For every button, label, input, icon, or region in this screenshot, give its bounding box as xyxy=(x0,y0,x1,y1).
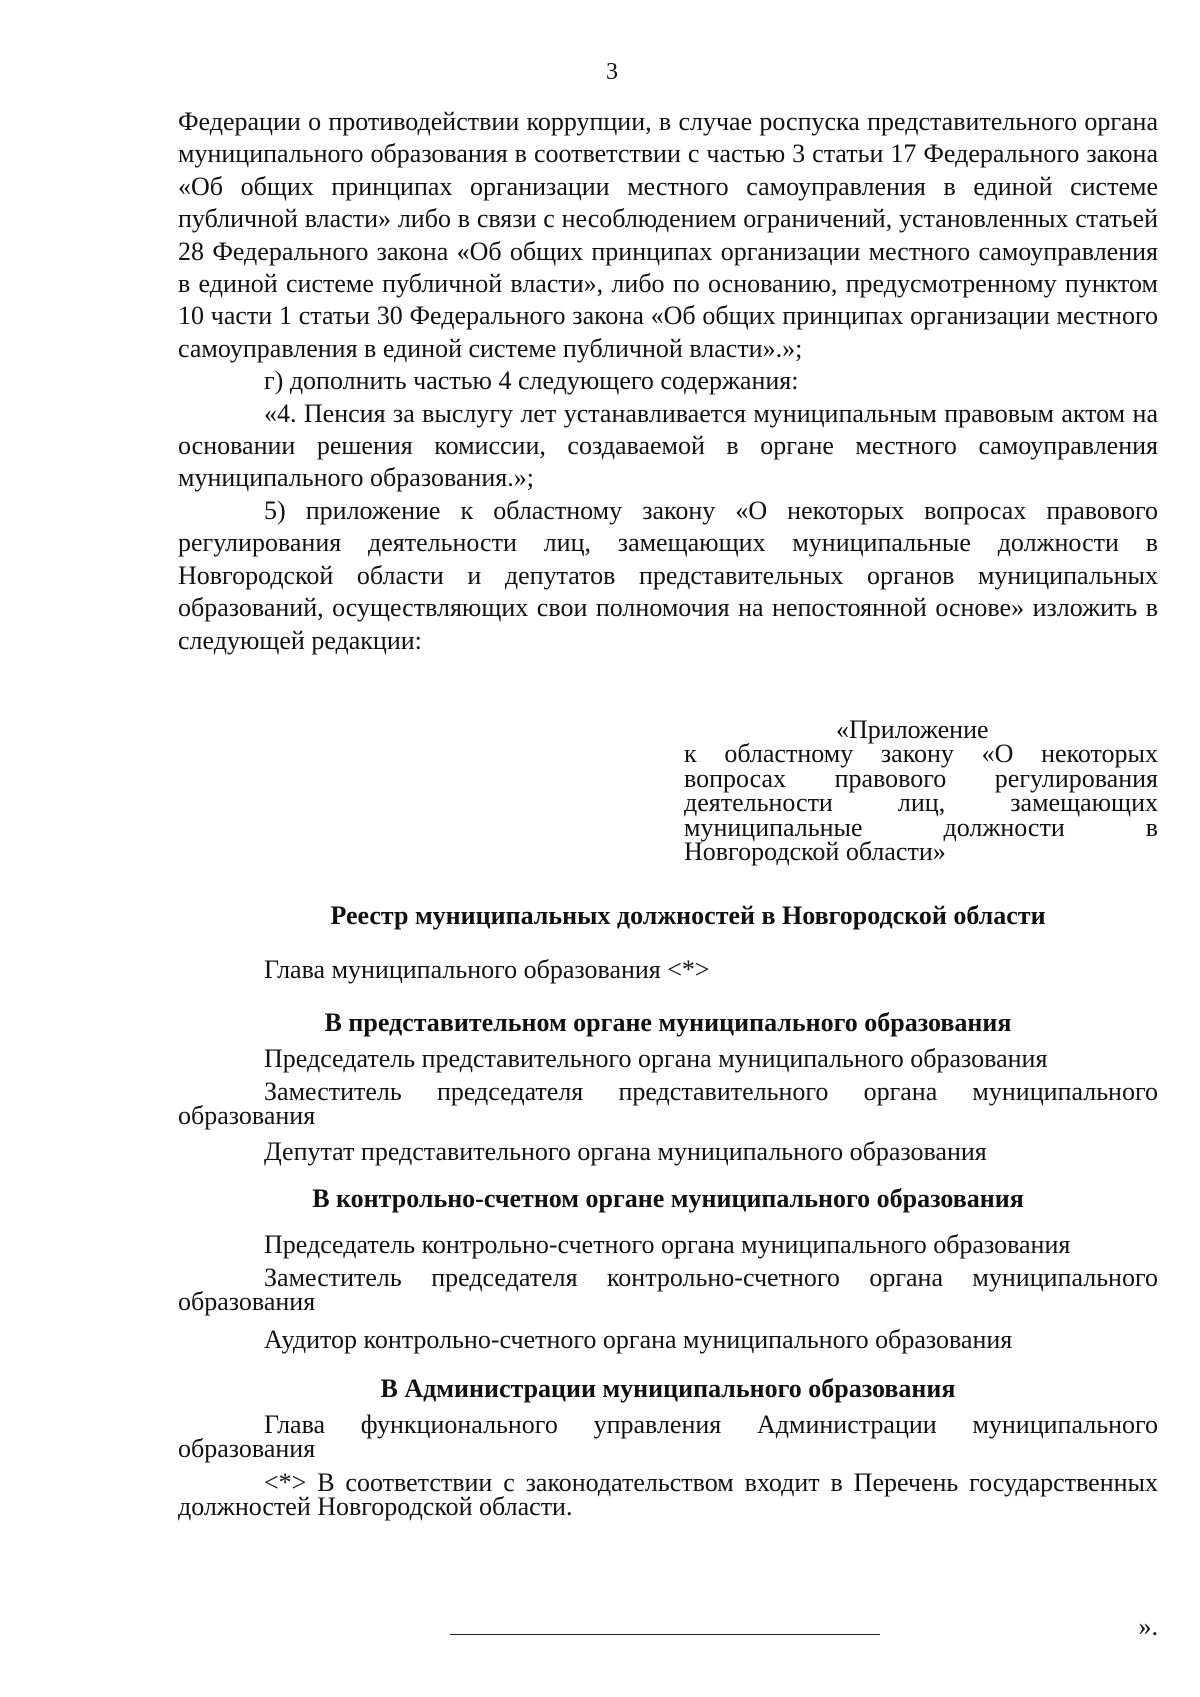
registry-item: Заместитель председателя контрольно-счетного органа муниципального образования xyxy=(178,1263,1158,1316)
registry-item: Председатель представительного органа муниципального образования xyxy=(264,1044,1048,1073)
registry-item: Заместитель председателя представительного органа муниципального образования xyxy=(178,1077,1158,1130)
section-heading-representative: В представительном органе муниципального образования xyxy=(324,1008,1012,1037)
closing-rule xyxy=(450,1634,880,1635)
section-heading-control-accounts: В контрольно-счетном органе муниципального образования xyxy=(312,1184,1024,1213)
registry-title: Реестр муниципальных должностей в Новгородской области xyxy=(330,901,1046,930)
registry-footnote: <*> В соответствии с законодательством входит в Перечень государственных должностей Новгородской области. xyxy=(178,1468,1158,1521)
paragraph-add-part-4: г) дополнить частью 4 следующего содержания: xyxy=(264,366,799,396)
registry xyxy=(178,900,1158,1519)
paragraph-appendix-edit: 5) приложение к областному закону «О некоторых вопросах правового регулирования деятельности лиц, замещающих муниципальные должности в Новгородской области и депутатов представительных органов муниципальных образований, осуществляющих свои полномочия на непостоянной основе» изложить в следующей редакции: xyxy=(178,495,1158,655)
appendix-note-title: «Приложение xyxy=(836,715,989,744)
paragraph-pension: «4. Пенсия за выслугу лет устанавливается муниципальным правовым актом на основании решения комиссии, создаваемой в органе местного самоуправления муниципального образования.»; xyxy=(178,398,1158,493)
registry-item: Аудитор контрольно-счетного органа муниципального образования xyxy=(264,1325,1013,1354)
registry-item: Глава функционального управления Администрации муниципального образования xyxy=(178,1410,1158,1463)
registry-item: Депутат представительного органа муниципального образования xyxy=(264,1137,987,1166)
closing-quote-mark: ». xyxy=(1138,1612,1158,1641)
paragraph-federation-corruption: Федерации о противодействии коррупции, в случае роспуска представительного органа муниципального образования в соответствии с частью 3 статьи 17 Федерального закона «Об общих принципах организации местного самоуправления в единой системе публичной власти» либо в связи с несоблюдением ограничений, установленных статьей 28 Федерального закона «Об общих принципах организации местного самоуправления в единой системе публичной власти», либо по основанию, предусмотренному пунктом 10 части 1 статьи 30 Федерального закона «Об общих принципах организации местного самоуправления в единой системе публичной власти».»; xyxy=(178,107,1158,363)
page-number: 3 xyxy=(606,59,618,85)
amendment-text xyxy=(178,106,1158,657)
registry-item: Председатель контрольно-счетного органа муниципального образования xyxy=(264,1230,1071,1259)
appendix-note xyxy=(684,715,1158,867)
registry-head-position: Глава муниципального образования <*> xyxy=(264,955,710,984)
section-heading-administration: В Администрации муниципального образования xyxy=(380,1374,956,1403)
appendix-note-text: к областному закону «О некоторых вопросах правового регулирования деятельности лиц, замещающих муниципальные должности в Новгородской области» xyxy=(684,739,1158,867)
